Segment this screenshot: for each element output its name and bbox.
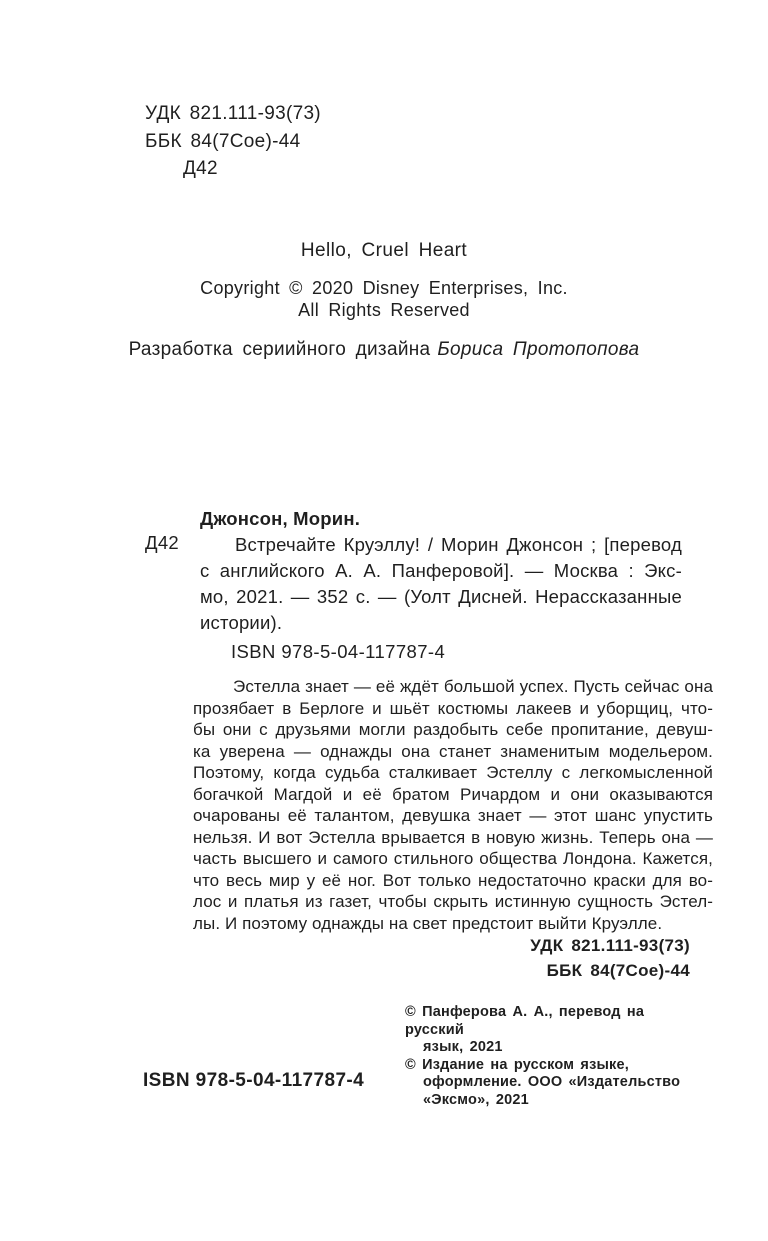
text-line: прозябает в Берлоге и шьёт костюмы лакеев и уборщиц, что-	[193, 698, 713, 718]
isbn-line: ISBN 978-5-04-117787-4	[231, 641, 446, 662]
copyright-entry-translation	[405, 1004, 703, 1057]
bottom-classification-codes	[530, 934, 690, 983]
text-line: Эстелла знает — её ждёт большой успех. Пусть сейчас она	[233, 677, 713, 696]
top-classification-codes	[145, 100, 321, 183]
text-line: лы. И поэтому однажды на свет предстоит выйти Круэлле.	[193, 913, 663, 933]
bbk-code: ББК 84(7Сое)-44	[145, 130, 301, 152]
bibliographic-record	[200, 506, 682, 636]
text-line: язык, 2021	[423, 1039, 503, 1055]
text-line: «Эксмо», 2021	[423, 1091, 529, 1108]
text-line: ка уверена — однажды она станет знаменитым модельером.	[193, 741, 713, 761]
text-line: © Издание на русском языке,	[405, 1056, 630, 1073]
text-line: Поэтому, когда судьба сталкивает Эстеллу с легкомысленной	[193, 763, 713, 782]
text-line: Встречайте Круэллу! / Морин Джонсон ; [перевод	[235, 534, 682, 555]
series-design-text: Разработка сериийного дизайна	[128, 339, 431, 360]
text-line: истории).	[200, 612, 283, 633]
udk-code: УДК 821.111-93(73)	[145, 103, 321, 124]
text-line: очарованы её талантом, девушка знает — этот шанс упустить	[193, 806, 713, 825]
biblio-description	[200, 532, 682, 636]
text-line: мо, 2021. — 352 с. — (Уолт Дисней. Нерассказанные	[200, 586, 682, 607]
udk-code: УДК 821.111-93(73)	[530, 936, 690, 955]
copyright-entry-publisher	[405, 1057, 703, 1110]
series-design-credit	[0, 339, 768, 361]
copyright-line: Copyright © 2020 Disney Enterprises, Inc.	[200, 278, 568, 298]
original-copyright-block	[0, 277, 768, 321]
text-line: часть высшего и самого стильного общества Лондона. Кажется,	[193, 849, 713, 868]
margin-author-sign: Д42	[145, 532, 180, 553]
bbk-code: ББК 84(7Сое)-44	[546, 960, 690, 980]
biblio-author: Джонсон, Морин.	[200, 508, 361, 529]
rights-reserved-line: All Rights Reserved	[298, 300, 470, 320]
text-line: богачкой Магдой и её братом Ричардом и они оказываются	[193, 784, 713, 804]
text-line: оформление. ООО «Издательство	[423, 1074, 681, 1090]
annotation-paragraph	[193, 676, 713, 934]
text-line: с английского А. А. Панферовой]. — Москва : Экс-	[200, 560, 682, 581]
author-sign-code: Д42	[183, 158, 218, 179]
bottom-isbn: ISBN 978-5-04-117787-4	[143, 1070, 365, 1091]
original-title: Hello, Cruel Heart	[300, 240, 468, 261]
text-line: бы они с друзьями могли раздобыть себе пропитание, девуш-	[193, 720, 713, 739]
copyright-notices	[405, 1004, 703, 1109]
text-line: © Панферова А. А., перевод на русский	[405, 1004, 645, 1038]
series-designer-name: Бориса Протопопова	[437, 339, 640, 360]
text-line: нельзя. И вот Эстелла врывается в новую жизнь. Теперь она —	[193, 827, 713, 847]
text-line: что весь мир у её ног. Вот только недостаточно краски для во-	[193, 870, 713, 890]
text-line: лос и платья из газет, чтобы скрыть истинную сущность Эстел-	[193, 892, 713, 911]
